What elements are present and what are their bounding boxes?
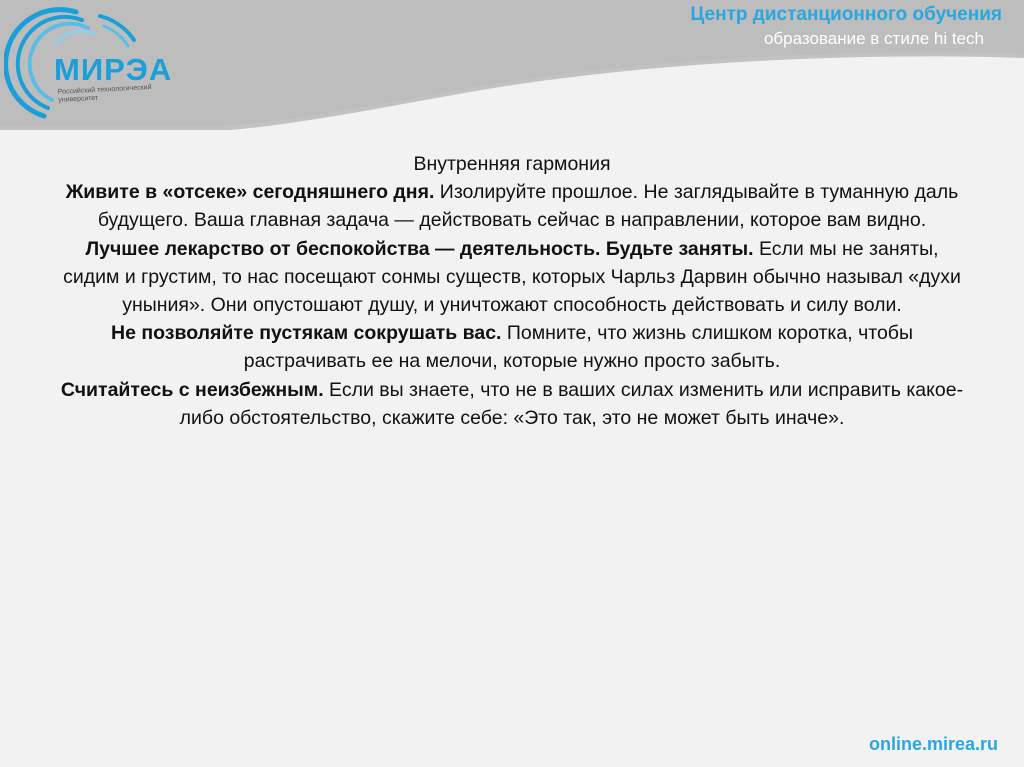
paragraph-4-text: Если вы знаете, что не в ваших силах изменить или исправить какое-либо обстоятельство, скажите себе: «Это так, это не может быть иначе».	[179, 378, 964, 429]
paragraph-3	[60, 319, 964, 375]
footer-url-link[interactable]: online.mirea.ru	[868, 734, 998, 754]
mirea-logo	[4, 4, 174, 126]
paragraph-2-text: Если мы не заняты, сидим и грустим, то нас посещают сонмы существ, которых Чарльз Дарвин обычно называл «духи уныния». Они опустошают душу, и уничтожают способность действовать и силу воли.	[63, 237, 961, 317]
paragraph-4	[60, 376, 964, 432]
paragraph-3-bold: Не позволяйте пустякам сокрушать вас.	[111, 322, 502, 345]
paragraph-2-bold: Лучшее лекарство от беспокойства — деятельность. Будьте заняты.	[85, 237, 754, 260]
paragraph-4-bold: Считайтесь с неизбежным.	[60, 378, 324, 401]
paragraph-1-text: Изолируйте прошлое. Не заглядывайте в туманную даль будущего. Ваша главная задача — действовать сейчас в направлении, которое вам видно.	[97, 181, 959, 232]
center-title: Центр дистанционного обучения	[690, 4, 1002, 25]
slide-content	[60, 150, 964, 432]
paragraph-3-text: Помните, что жизнь слишком коротка, чтобы растрачивать ее на мелочи, которые нужно просто забыть.	[243, 322, 913, 373]
paragraph-1-bold: Живите в «отсеке» сегодняшнего дня.	[65, 181, 435, 204]
center-subtitle: образование в стиле hi tech	[763, 29, 984, 48]
logo-wordmark: МИРЭА	[54, 52, 173, 87]
paragraph-2	[60, 235, 964, 320]
logo-subtitle: Российский технологический университет	[57, 83, 152, 104]
paragraph-1	[60, 178, 964, 234]
slide-title: Внутренняя гармония	[413, 153, 611, 175]
